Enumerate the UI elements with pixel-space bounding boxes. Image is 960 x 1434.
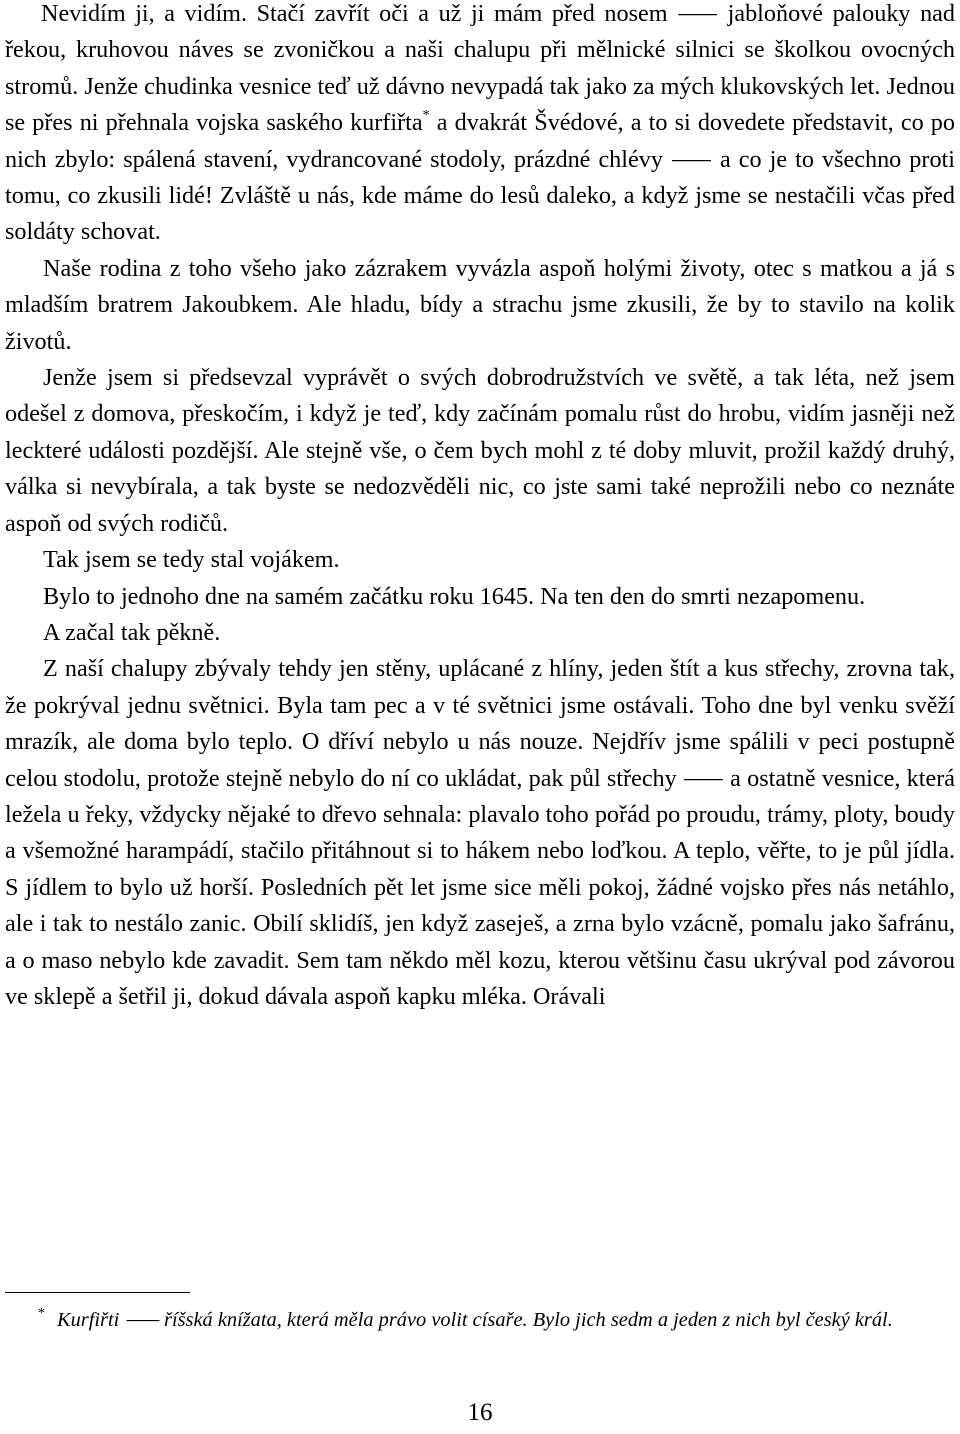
footnote — [5, 1305, 955, 1336]
paragraph-7: Z naší chalupy zbývaly tehdy jen stěny, uplácané z hlíny, jeden štít a kus střechy, zrovna tak, že pokrýval jednu světnici. Byla tam pec a v té světnici jsme ostávali. Toho dne byl venku svěží mrazík, ale doma bylo teplo. O dříví nebylo u nás nouze. Nejdřív jsme spálili v peci postupně celou stodolu, protože stejně nebylo do ní co ukládat, pak půl střechy ⸺ a ostatně vesnice, která ležela u řeky, vždycky nějaké to dřevo sehnala: plavalo toho pořád po proudu, trámy, ploty, boudy a všemožné harampádí, stačilo přitáhnout si to hákem nebo loďkou. A teplo, věřte, to je půl jídla. S jídlem to bylo už horší. Posledních pět let jsme sice měli pokoj, žádné vojsko přes nás netáhlo, ale i tak to nestálo zanic. Obilí sklidíš, jen když zaseješ, a zrna bylo vzácně, pomalu jako šafránu, a o maso nebylo kde zavadit. Sem tam někdo měl kozu, kterou většinu času ukrýval pod závorou ve sklepě a šetřil ji, dokud dávala aspoň kapku mléka. Orávali — [5, 655, 955, 1010]
footnote-reference: * — [422, 108, 430, 124]
page-number: 16 — [467, 1399, 493, 1426]
paragraph-1-text-a: Nevidím ji, a vidím. Stačí zavřít oči a už ji mám před nosem ⸺ jabloňové palouky nad řekou, kruhovou náves se zvoničkou a naši chalupu při mělnické silnici se školkou ovocných stromů. Jenže chudinka vesnice teď už dávno nevypadá tak jako za mých klukovských let. Jednou se přes ni přehnala vojska saského kurfiřta — [5, 0, 955, 137]
paragraph-1-text-b: a dvakrát Švédové, a to si dovedete představit, co po nich zbylo: spálená stavení, vydrancované stodoly, prázdné chlévy ⸺ a co je to všechno proti tomu, co zkusili lidé! Zvláště u nás, kde máme do lesů daleko, a když jsme se nestačili včas před soldáty schovat. — [5, 109, 955, 246]
paragraph-3: Jenže jsem si předsevzal vyprávět o svých dobrodružstvích ve světě, a tak léta, než jsem odešel z domova, přeskočím, i když je teď, kdy začínám pomalu růst do hrobu, vidím jasněji než leckteré události pozdější. Ale stejně vše, o čem bych mohl z té doby mluvit, prožil každý druhý, válka si nevybírala, a tak byste se nedozvěděli nic, co jste sami také neprožili nebo co neznáte aspoň od svých rodičů. — [5, 364, 955, 537]
footnote-text: Kurfiřti ⸺ říšská knížata, která měla právo volit císaře. Bylo jich sedm a jeden z nich byl český král. — [57, 1309, 893, 1331]
footnote-marker: * — [38, 1306, 45, 1321]
paragraph-2: Naše rodina z toho všeho jako zázrakem vyvázla aspoň holými životy, otec s matkou a já s mladším bratrem Jakoubkem. Ale hladu, bídy a strachu jsme zkusili, že by to stavilo na kolik životů. — [5, 254, 955, 355]
book-page — [5, 0, 955, 1434]
paragraph-5: Bylo to jednoho dne na samém začátku roku 1645. Na ten den do smrti nezapomenu. — [43, 582, 866, 610]
main-text — [5, 0, 955, 1015]
paragraph-4: Tak jsem se tedy stal vojákem. — [43, 546, 340, 574]
footnote-separator — [5, 1292, 190, 1293]
paragraph-6: A začal tak pěkně. — [43, 618, 221, 646]
paragraph-1 — [5, 0, 955, 251]
